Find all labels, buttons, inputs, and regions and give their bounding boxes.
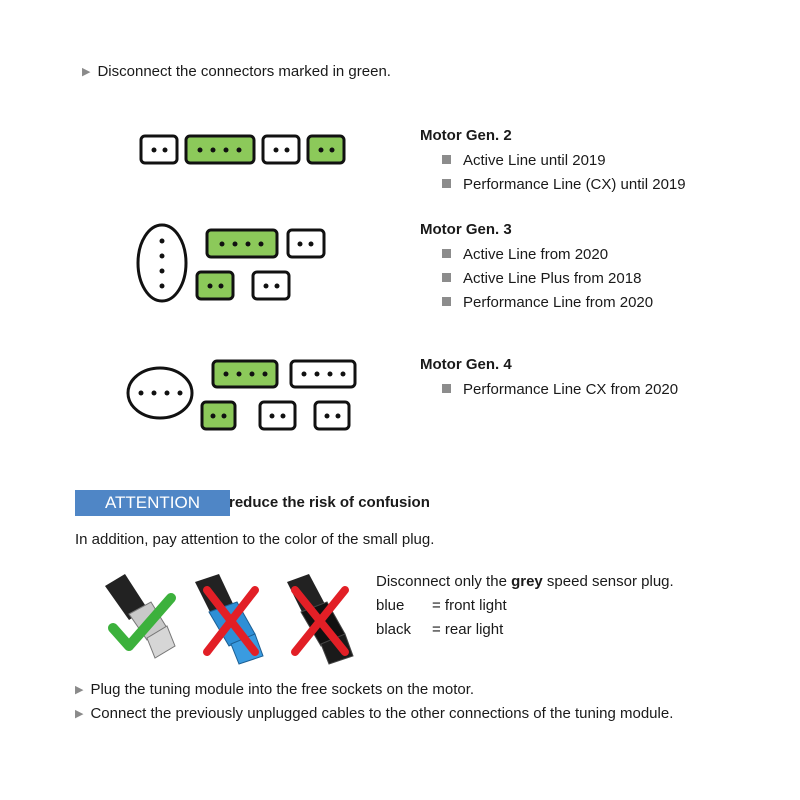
gen4-plug-white-2	[260, 402, 295, 429]
list-item: Active Line until 2019	[420, 149, 686, 173]
motor-gen3-block	[420, 221, 653, 315]
gen3-plug-green-4pin	[207, 230, 277, 257]
list-item: Performance Line CX from 2020	[420, 378, 678, 402]
gen2-plug-green-4pin	[186, 136, 254, 163]
motor-gen2-title: Motor Gen. 2	[420, 127, 512, 144]
motor-gen4-title: Motor Gen. 4	[420, 356, 512, 373]
motor-gen4-block	[420, 356, 678, 402]
step-1: ▶ Plug the tuning module into the free sockets on the motor.	[75, 681, 475, 698]
motor-gen2-block	[420, 127, 686, 197]
gen2-plug-white-2	[263, 136, 299, 163]
triangle-bullet-icon: ▶	[82, 66, 91, 78]
square-bullet-icon	[442, 179, 451, 188]
intro-instruction: ▶ Disconnect the connectors marked in green.	[82, 63, 391, 80]
square-bullet-icon	[442, 155, 451, 164]
gen3-plug-green-2pin	[197, 272, 233, 299]
gen3-oval-plug	[138, 225, 186, 301]
plug-info-line: Disconnect only the grey speed sensor plug.	[376, 573, 674, 590]
list-item: Active Line Plus from 2018	[420, 267, 653, 291]
square-bullet-icon	[442, 297, 451, 306]
gen4-plug-green-2pin	[202, 402, 235, 429]
plug-row-black: black = rear light	[376, 621, 504, 638]
gen4-plug-white-3	[315, 402, 349, 429]
motor-gen3-title: Motor Gen. 3	[420, 221, 512, 238]
gen3-plug-white-2	[253, 272, 289, 299]
list-item: Performance Line (CX) until 2019	[420, 173, 686, 197]
plug-photos	[95, 568, 365, 668]
step-2: ▶ Connect the previously unplugged cables to the other connections of the tuning module.	[75, 705, 674, 722]
attention-text: reduce the risk of confusion	[229, 494, 430, 511]
triangle-bullet-icon: ▶	[75, 684, 84, 696]
gen2-plug-green-2pin	[308, 136, 344, 163]
square-bullet-icon	[442, 273, 451, 282]
plug-info	[376, 570, 674, 642]
gen2-plug-white-1	[141, 136, 177, 163]
grey-plug-image	[105, 574, 175, 658]
square-bullet-icon	[442, 249, 451, 258]
triangle-bullet-icon: ▶	[75, 708, 84, 720]
plug-row-blue: blue = front light	[376, 597, 507, 614]
square-bullet-icon	[442, 384, 451, 393]
list-item: Active Line from 2020	[420, 243, 653, 267]
attention-badge: ATTENTION	[75, 490, 230, 516]
additional-note: In addition, pay attention to the color of the small plug.	[75, 531, 435, 548]
list-item: Performance Line from 2020	[420, 291, 653, 315]
gen3-plug-white-1	[288, 230, 324, 257]
